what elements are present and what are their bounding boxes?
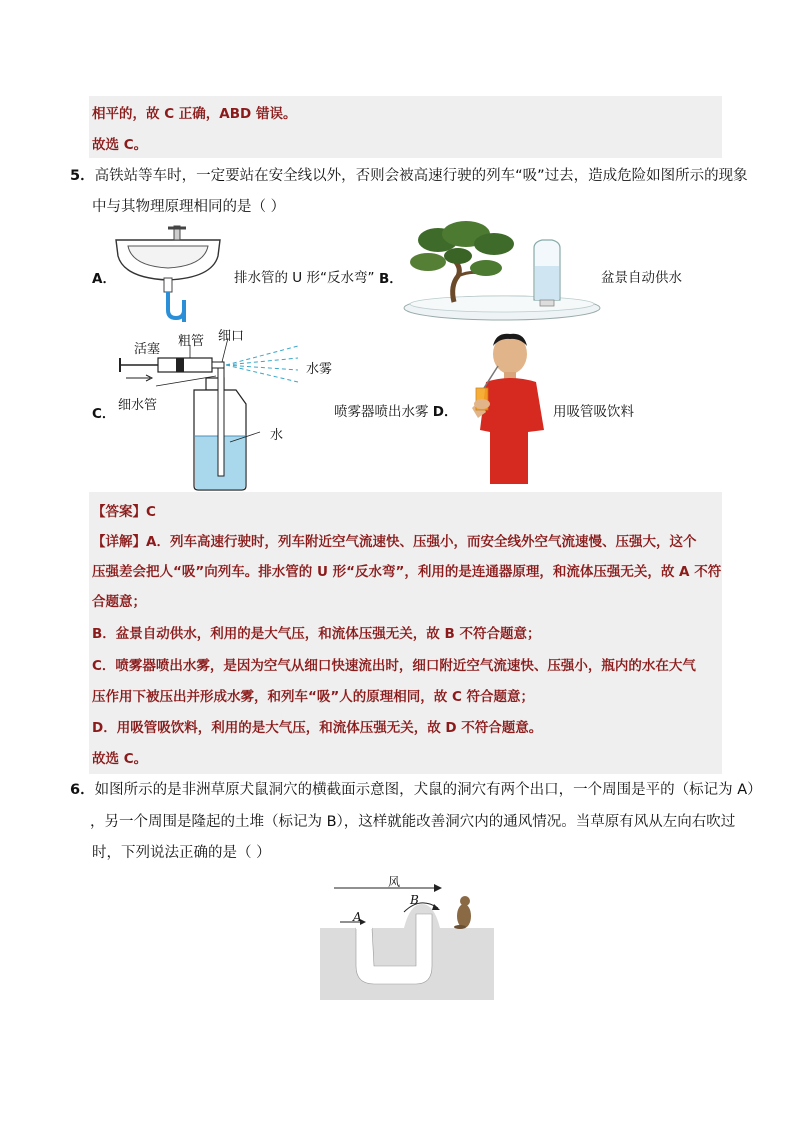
bonsai-figure bbox=[402, 218, 602, 324]
label-mist: 水雾 bbox=[306, 362, 333, 377]
boy-drinking-figure bbox=[464, 330, 550, 484]
option-b bbox=[379, 267, 403, 287]
detail-line-6: 压作用下被压出并形成水雾，和列车“吸”人的原理相同，故 C 符合题意； bbox=[92, 689, 535, 705]
detail-line-1: 【详解】A．列车高速行驶时，列车附近空气流速快、压强小，而安全线外空气流速慢、压强大，这个 bbox=[92, 534, 697, 550]
detail-line-7: D．用吸管吸饮料，利用的是大气压，和流体压强无关，故 D 不符合题意。 bbox=[92, 720, 543, 736]
question-text: 高铁站等车时，一定要站在安全线以外，否则会被高速行驶的列车“吸”过去，造成危险如图所示的现象 bbox=[94, 168, 748, 184]
detail-line-3: 合题意； bbox=[92, 594, 146, 610]
option-letter: D． bbox=[432, 404, 458, 420]
option-letter: B． bbox=[379, 271, 403, 287]
detail-line-8: 故选 C。 bbox=[92, 751, 148, 767]
label-nozzle: 细口 bbox=[218, 329, 245, 344]
question-number: 5． bbox=[70, 168, 95, 184]
label-wind: 风 bbox=[388, 875, 401, 889]
answer-block-prev bbox=[89, 96, 722, 158]
detail-line-4: B．盆景自动供水，利用的是大气压，和流体压强无关，故 B 不符合题意； bbox=[92, 626, 541, 642]
detail-line-2: 压强差会把人“吸”向列车。排水管的 U 形“反水弯”，利用的是连通器原理，和流体压强无关，故 A 不符 bbox=[92, 564, 722, 580]
option-b-caption: 盆景自动供水 bbox=[601, 270, 682, 286]
label-thick-tube: 粗管 bbox=[178, 334, 205, 349]
question-text: 如图所示的是非洲草原犬鼠洞穴的横截面示意图，犬鼠的洞穴有两个出口，一个周围是平的（标记为 A） bbox=[94, 782, 762, 798]
question-number: 6． bbox=[70, 782, 95, 798]
label-b: B bbox=[410, 893, 419, 907]
question-6-line2: ，另一个周围是隆起的土堆（标记为 B），这样就能改善洞穴内的通风情况。当草原有风从左向右吹过 bbox=[90, 814, 736, 830]
question-5-line1 bbox=[70, 164, 748, 185]
question-6-line1 bbox=[70, 778, 762, 799]
option-letter: C． bbox=[92, 406, 116, 422]
option-c-caption bbox=[334, 400, 458, 420]
sink-figure bbox=[112, 222, 224, 322]
option-a-caption: 排水管的 U 形“反水弯” bbox=[234, 270, 375, 286]
answer-block-5 bbox=[89, 492, 722, 774]
answer-text: 故选 C。 bbox=[92, 137, 148, 153]
burrow-figure bbox=[320, 870, 494, 1000]
option-c-caption-text: 喷雾器喷出水雾 bbox=[334, 404, 429, 420]
answer-label: 【答案】C bbox=[92, 504, 156, 520]
label-water: 水 bbox=[270, 428, 284, 443]
option-letter: A． bbox=[92, 271, 116, 287]
question-6-line3: 时，下列说法正确的是（ ） bbox=[92, 845, 271, 861]
label-thin-tube: 细水管 bbox=[118, 398, 158, 413]
label-piston: 活塞 bbox=[134, 342, 161, 357]
option-d-caption: 用吸管吸饮料 bbox=[553, 404, 634, 420]
answer-text: 相平的，故 C 正确，ABD 错误。 bbox=[92, 106, 297, 122]
option-a bbox=[92, 267, 116, 287]
option-c bbox=[92, 402, 115, 422]
label-a: A bbox=[353, 910, 362, 924]
question-5-line2: 中与其物理原理相同的是（ ） bbox=[92, 199, 286, 215]
detail-line-5: C．喷雾器喷出水雾，是因为空气从细口快速流出时，细口附近空气流速快、压强小，瓶内的水在大气 bbox=[92, 658, 696, 674]
